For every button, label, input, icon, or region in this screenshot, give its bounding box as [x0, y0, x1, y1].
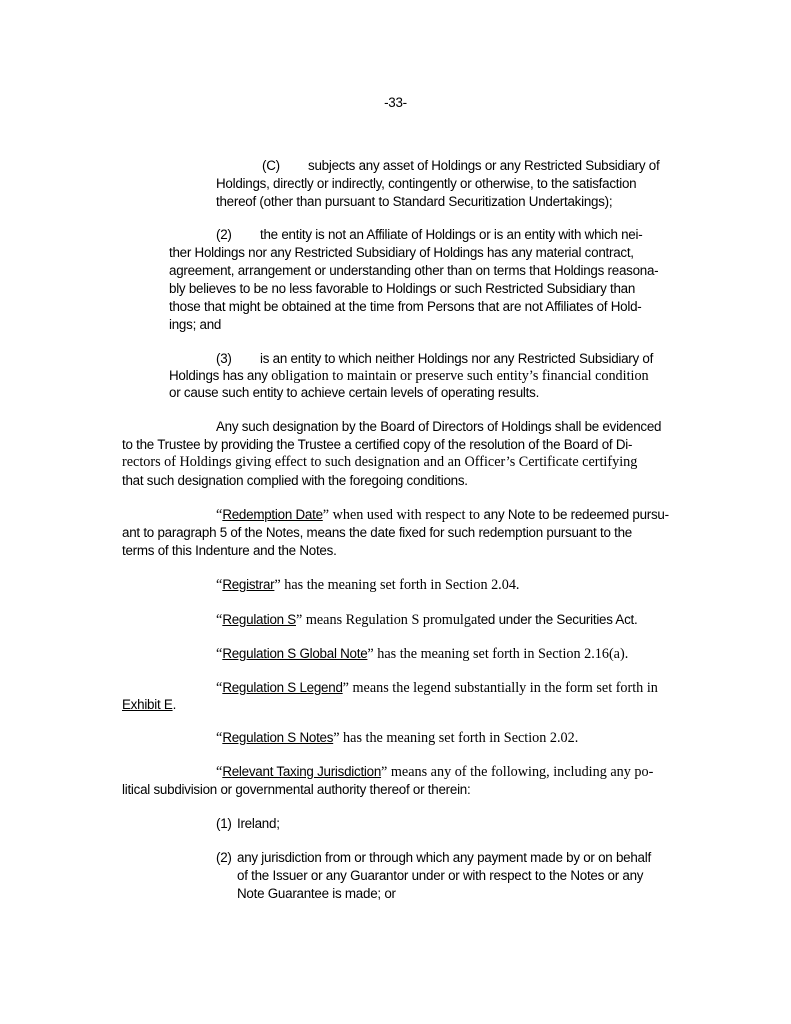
redemption-date-line — [216, 506, 669, 524]
defined-term-redemption-date: Redemption Date — [222, 507, 323, 522]
list-item-marker: (2) — [216, 850, 232, 865]
open-quote: “ — [216, 646, 223, 662]
clause-c-line: subjects any asset of Holdings or any Restricted Subsidiary of — [308, 158, 660, 173]
clause-3-marker: (3) — [216, 351, 232, 366]
clause-c-marker: (C) — [262, 158, 280, 173]
defined-term-regulation-s: Regulation S — [222, 612, 296, 627]
defined-term-regulation-s-notes: Regulation S Notes — [222, 730, 334, 745]
list-item: any jurisdiction from or through which any payment made by or on behalf — [237, 850, 651, 865]
clause-c-line: thereof (other than pursuant to Standard Securitization Undertakings); — [216, 194, 613, 209]
definition-regulation-s — [216, 611, 638, 629]
period: . — [172, 697, 177, 712]
clause-3-line-mixed — [169, 367, 649, 385]
relevant-taxing-jurisdiction-line: litical subdivision or governmental authority thereof or therein: — [122, 782, 471, 797]
list-item-marker: (1) — [216, 816, 232, 831]
relevant-taxing-jurisdiction-line — [216, 763, 653, 781]
clause-2-marker: (2) — [216, 227, 232, 242]
clause-2-line: agreement, arrangement or understanding other than on terms that Holdings reasona- — [169, 263, 659, 278]
clause-3-line: is an entity to which neither Holdings nor any Restricted Subsidiary of — [260, 351, 654, 366]
regulation-s-sans-part: ted under the Securities Act. — [477, 612, 638, 627]
clause-2-line: ther Holdings nor any Restricted Subsidiary of Holdings has any material contract, — [169, 245, 634, 260]
redemption-date-line: ant to paragraph 5 of the Notes, means the date fixed for such redemption pursuant to the — [122, 525, 632, 540]
close-quote: ” — [322, 507, 330, 523]
defined-term-registrar: Registrar — [222, 577, 275, 592]
redemption-date-serif-part: when used with respect to — [329, 507, 484, 523]
clause-2-line: those that might be obtained at the time from Persons that are not Affiliates of Hold- — [169, 299, 642, 314]
redemption-date-sans-part: any Note to be redeemed pursu- — [483, 507, 669, 522]
regulation-s-legend-line — [216, 679, 658, 697]
designation-line: that such designation complied with the foregoing conditions. — [122, 473, 468, 488]
clause-c-line: Holdings, directly or indirectly, contingently or otherwise, to the satisfaction — [216, 176, 637, 191]
open-quote: “ — [216, 764, 223, 780]
open-quote: “ — [216, 612, 223, 628]
designation-line: rectors of Holdings giving effect to such designation and an Officer’s Certificate certifying — [122, 454, 638, 470]
relevant-taxing-jurisdiction-text: ” means any of the following, including any po- — [381, 764, 654, 780]
clause-3-line: or cause such entity to achieve certain levels of operating results. — [169, 385, 540, 400]
open-quote: “ — [216, 507, 223, 523]
definition-regulation-s-notes — [216, 729, 578, 747]
defined-term-relevant-taxing-jurisdiction: Relevant Taxing Jurisdiction — [222, 764, 382, 779]
designation-line: to the Trustee by providing the Trustee a certified copy of the resolution of the Board of Di- — [122, 437, 633, 452]
defined-term-regulation-s-legend: Regulation S Legend — [222, 680, 343, 695]
regulation-s-global-note-text: ” has the meaning set forth in Section 2.16(a). — [367, 646, 629, 662]
list-item: of the Issuer or any Guarantor under or with respect to the Notes or any — [237, 868, 644, 883]
clause-3-line-serif-part: obligation to maintain or preserve such entity’s financial condition — [271, 368, 649, 384]
list-item: Note Guarantee is made; or — [237, 886, 396, 901]
clause-2-line: ings; and — [169, 317, 222, 332]
open-quote: “ — [216, 577, 223, 593]
regulation-s-legend-line — [122, 696, 176, 713]
list-item: Ireland; — [237, 816, 280, 831]
definition-regulation-s-global-note — [216, 645, 628, 663]
open-quote: “ — [216, 730, 223, 746]
exhibit-e-reference: Exhibit E — [122, 697, 173, 712]
clause-3-line-sans-part: Holdings has any — [169, 368, 272, 383]
regulation-s-legend-text: ” means the legend substantially in the form set forth in — [342, 680, 658, 696]
defined-term-regulation-s-global-note: Regulation S Global Note — [222, 646, 368, 661]
designation-line: Any such designation by the Board of Directors of Holdings shall be evidenced — [216, 419, 662, 434]
regulation-s-notes-text: ” has the meaning set forth in Section 2.02. — [333, 730, 579, 746]
open-quote: “ — [216, 680, 223, 696]
regulation-s-serif-part: ” means Regulation S promulga — [296, 612, 478, 628]
clause-2-line: bly believes to be no less favorable to Holdings or such Restricted Subsidiary than — [169, 281, 636, 296]
page-number: -33- — [384, 95, 407, 110]
redemption-date-line: terms of this Indenture and the Notes. — [122, 543, 337, 558]
registrar-definition-text: ” has the meaning set forth in Section 2.04. — [274, 577, 520, 593]
definition-registrar — [216, 576, 519, 594]
clause-2-line: the entity is not an Affiliate of Holdings or is an entity with which nei- — [260, 227, 643, 242]
